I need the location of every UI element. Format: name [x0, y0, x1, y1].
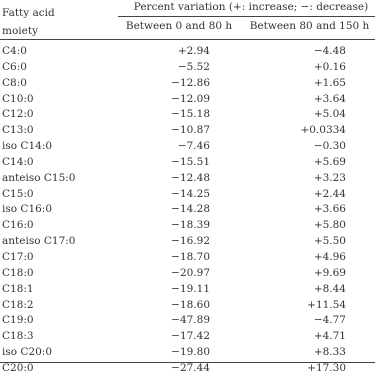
variation-80-150: +3.23	[313, 171, 346, 184]
variation-0-80: −10.87	[171, 124, 210, 137]
fatty-acid-header-line2: moiety	[2, 25, 39, 37]
fatty-acid-name: C14:0	[2, 155, 34, 168]
fatty-acid-name: C18:1	[2, 282, 34, 295]
variation-80-150: +8.33	[313, 346, 346, 359]
table-row	[0, 250, 375, 266]
table-row	[0, 60, 375, 76]
table-row	[0, 139, 375, 155]
table-body	[0, 44, 375, 377]
variation-0-80: −18.70	[171, 250, 210, 263]
fatty-acid-name: iso C16:0	[2, 203, 53, 216]
variation-80-150: +3.66	[313, 203, 346, 216]
variation-80-150: +0.0334	[300, 124, 346, 137]
fatty-acid-name: C18:3	[2, 330, 34, 343]
variation-80-150: +5.04	[313, 108, 346, 121]
variation-80-150: +0.16	[313, 60, 346, 73]
fatty-acid-name: C10:0	[2, 92, 34, 105]
fatty-acid-name: C16:0	[2, 219, 34, 232]
fatty-acid-column-header	[2, 4, 102, 40]
table-row	[0, 345, 375, 361]
table-row	[0, 234, 375, 250]
fatty-acid-name: iso C20:0	[2, 346, 53, 359]
fatty-acid-name: C20:0	[2, 361, 34, 374]
fatty-acid-name: C4:0	[2, 45, 27, 57]
fatty-acid-name: C19:0	[2, 314, 34, 327]
variation-0-80: −18.39	[171, 219, 210, 232]
table-row	[0, 298, 375, 314]
variation-0-80: −16.92	[171, 235, 210, 248]
table-bottom-rule	[0, 362, 375, 363]
variation-80-150: +4.96	[313, 250, 346, 263]
variation-0-80: −7.46	[177, 140, 210, 153]
variation-0-80: −14.28	[171, 203, 210, 216]
variation-0-80: −27.44	[171, 361, 210, 374]
header-bottom-rule	[0, 39, 375, 40]
table-row	[0, 171, 375, 187]
table-row	[0, 266, 375, 282]
fatty-acid-name: anteiso C15:0	[2, 171, 76, 184]
variation-0-80: −47.89	[171, 314, 210, 327]
variation-80-150: +9.69	[313, 266, 346, 279]
fatty-acid-name: C18:2	[2, 298, 34, 311]
variation-80-150: +2.44	[313, 187, 346, 200]
table-row	[0, 329, 375, 345]
variation-80-150: +5.69	[313, 155, 346, 168]
fatty-acid-name: C13:0	[2, 124, 34, 137]
table-row	[0, 202, 375, 218]
variation-0-80: −15.18	[171, 108, 210, 121]
variation-0-80: −14.25	[171, 187, 210, 200]
variation-0-80: −12.86	[171, 76, 210, 89]
variation-80-150: +5.50	[313, 235, 346, 248]
variation-0-80: −20.97	[171, 266, 210, 279]
table-row	[0, 361, 375, 377]
fatty-acid-name: C15:0	[2, 187, 34, 200]
fatty-acid-name: C18:0	[2, 266, 34, 279]
table-row	[0, 282, 375, 298]
variation-0-80: −5.52	[177, 60, 210, 73]
variation-0-80: −12.48	[171, 171, 210, 184]
variation-0-80: −19.80	[171, 346, 210, 359]
variation-80-150: +17.30	[307, 361, 346, 374]
fatty-acid-name: iso C14:0	[2, 140, 53, 153]
variation-0-80: −18.60	[171, 298, 210, 311]
fatty-acid-name: C12:0	[2, 108, 34, 121]
variation-80-150: +4.71	[313, 330, 346, 343]
fatty-acid-header-line1: Fatty acid	[2, 7, 55, 19]
percent-variation-header: Percent variation (+: increase; −: decrease)	[133, 1, 369, 13]
between-0-80-header: Between 0 and 80 h	[125, 20, 233, 32]
table-header	[0, 0, 375, 48]
variation-80-150: +5.80	[313, 219, 346, 232]
fatty-acid-name: C6:0	[2, 60, 27, 73]
variation-0-80: −15.51	[171, 155, 210, 168]
variation-80-150: −4.77	[313, 314, 346, 327]
table-row	[0, 187, 375, 203]
fatty-acid-name: anteiso C17:0	[2, 235, 76, 248]
fatty-acid-name: C17:0	[2, 250, 34, 263]
variation-80-150: +8.44	[313, 282, 346, 295]
variation-80-150: −4.48	[313, 45, 346, 57]
table-row	[0, 123, 375, 139]
table-row	[0, 218, 375, 234]
group-header-rule	[118, 16, 375, 17]
variation-80-150: −0.30	[313, 140, 346, 153]
table-row	[0, 155, 375, 171]
variation-80-150: +3.64	[313, 92, 346, 105]
table-row	[0, 92, 375, 108]
table-row	[0, 313, 375, 329]
variation-0-80: +2.94	[177, 45, 210, 57]
variation-80-150: +11.54	[307, 298, 346, 311]
table-row	[0, 76, 375, 92]
variation-80-150: +1.65	[313, 76, 346, 89]
variation-0-80: −17.42	[171, 330, 210, 343]
variation-0-80: −12.09	[171, 92, 210, 105]
table-row	[0, 107, 375, 123]
table-row	[0, 44, 375, 60]
between-80-150-header: Between 80 and 150 h	[249, 20, 370, 32]
variation-0-80: −19.11	[171, 282, 210, 295]
fatty-acid-name: C8:0	[2, 76, 27, 89]
